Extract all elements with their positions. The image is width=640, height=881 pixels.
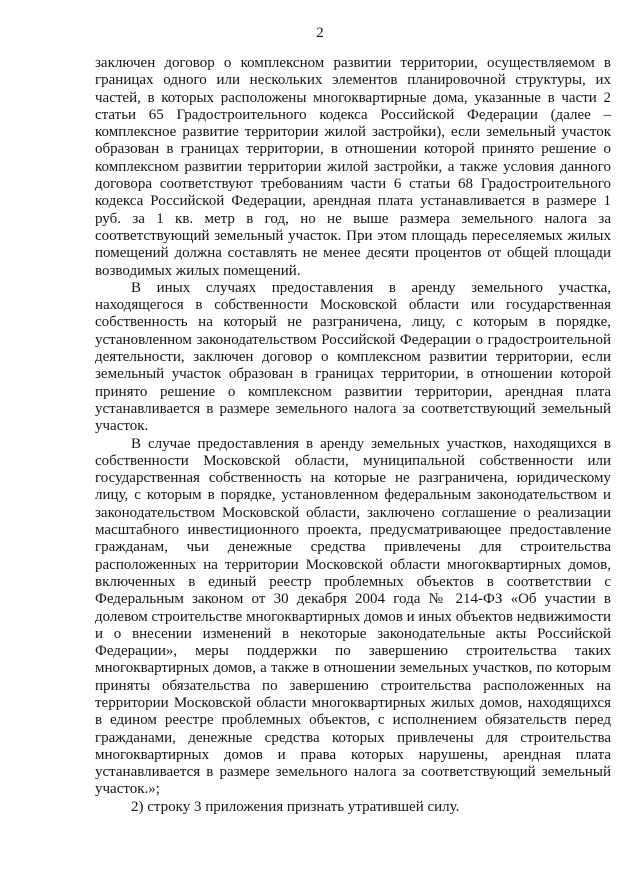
paragraph-other-cases: В иных случаях предоставления в аренду земельного участка, находящегося в собственности Московской области или государственная собственность на который не разграничена, лицу, с которым в порядке, установленном законодательством Российской Федерации о градостроительной деятельности, заключен договор о комплексном развитии территории, если земельный участок образован в границах территории, в отношении которой принято решение о комплексном развитии территории, арендная плата устанавливается в размере земельного налога за соответствующий земельный участок.: [95, 279, 611, 435]
paragraph-investment-project: В случае предоставления в аренду земельных участков, находящихся в собственности Московской области, муниципальной собственности или государственная собственность на которые не разграничена, юридическому лицу, с которым в порядке, установленном федеральным законодательством и законодательством Московской области, заключено соглашение о реализации масштабного инвестиционного проекта, предусматривающее предоставление гражданам, чьи денежные средства привлечены для строительства расположенных на территории Московской области многоквартирных домов, включенных в единый реестр проблемных объектов в соответствии с Федеральным законом от 30 декабря 2004 года № 214-ФЗ «Об участии в долевом строительстве многоквартирных домов и иных объектов недвижимости и о внесении изменений в некоторые законодательные акты Российской Федерации», меры поддержки по завершению строительства таких многоквартирных домов, а также в отношении земельных участков, по которым приняты обязательства по завершению строительства расположенных на территории Московской области многоквартирных жилых домов, находящихся в едином реестре проблемных объектов, с исполнением обязательств перед гражданами, денежные средства которых привлечены для строительства многоквартирных домов и права которых нарушены, арендная плата устанавливается в размере земельного налога за соответствующий земельный участок.»;: [95, 435, 611, 798]
document-body: [95, 55, 611, 816]
paragraph-item-2: 2) строку 3 приложения признать утратившей силу.: [131, 798, 460, 815]
page-number: 2: [316, 25, 324, 41]
paragraph-continuation: заключен договор о комплексном развитии территории, осуществляемом в границах одного или нескольких элементов планировочной структуры, их частей, в которых расположены многоквартирные дома, указанные в части 2 статьи 65 Градостроительного кодекса Российской Федерации (далее – комплексное развитие территории жилой застройки), если земельный участок образован в границах территории, в отношении которой принято решение о комплексном развитии территории жилой застройки, а также условия данного договора соответствуют требованиям части 6 статьи 68 Градостроительного кодекса Российской Федерации, арендная плата устанавливается в размере 1 руб. за 1 кв. метр в год, но не выше размера земельного налога за соответствующий земельный участок. При этом площадь переселяемых жилых помещений должна составлять не менее десяти процентов от общей площади возводимых жилых помещений.: [95, 55, 611, 279]
